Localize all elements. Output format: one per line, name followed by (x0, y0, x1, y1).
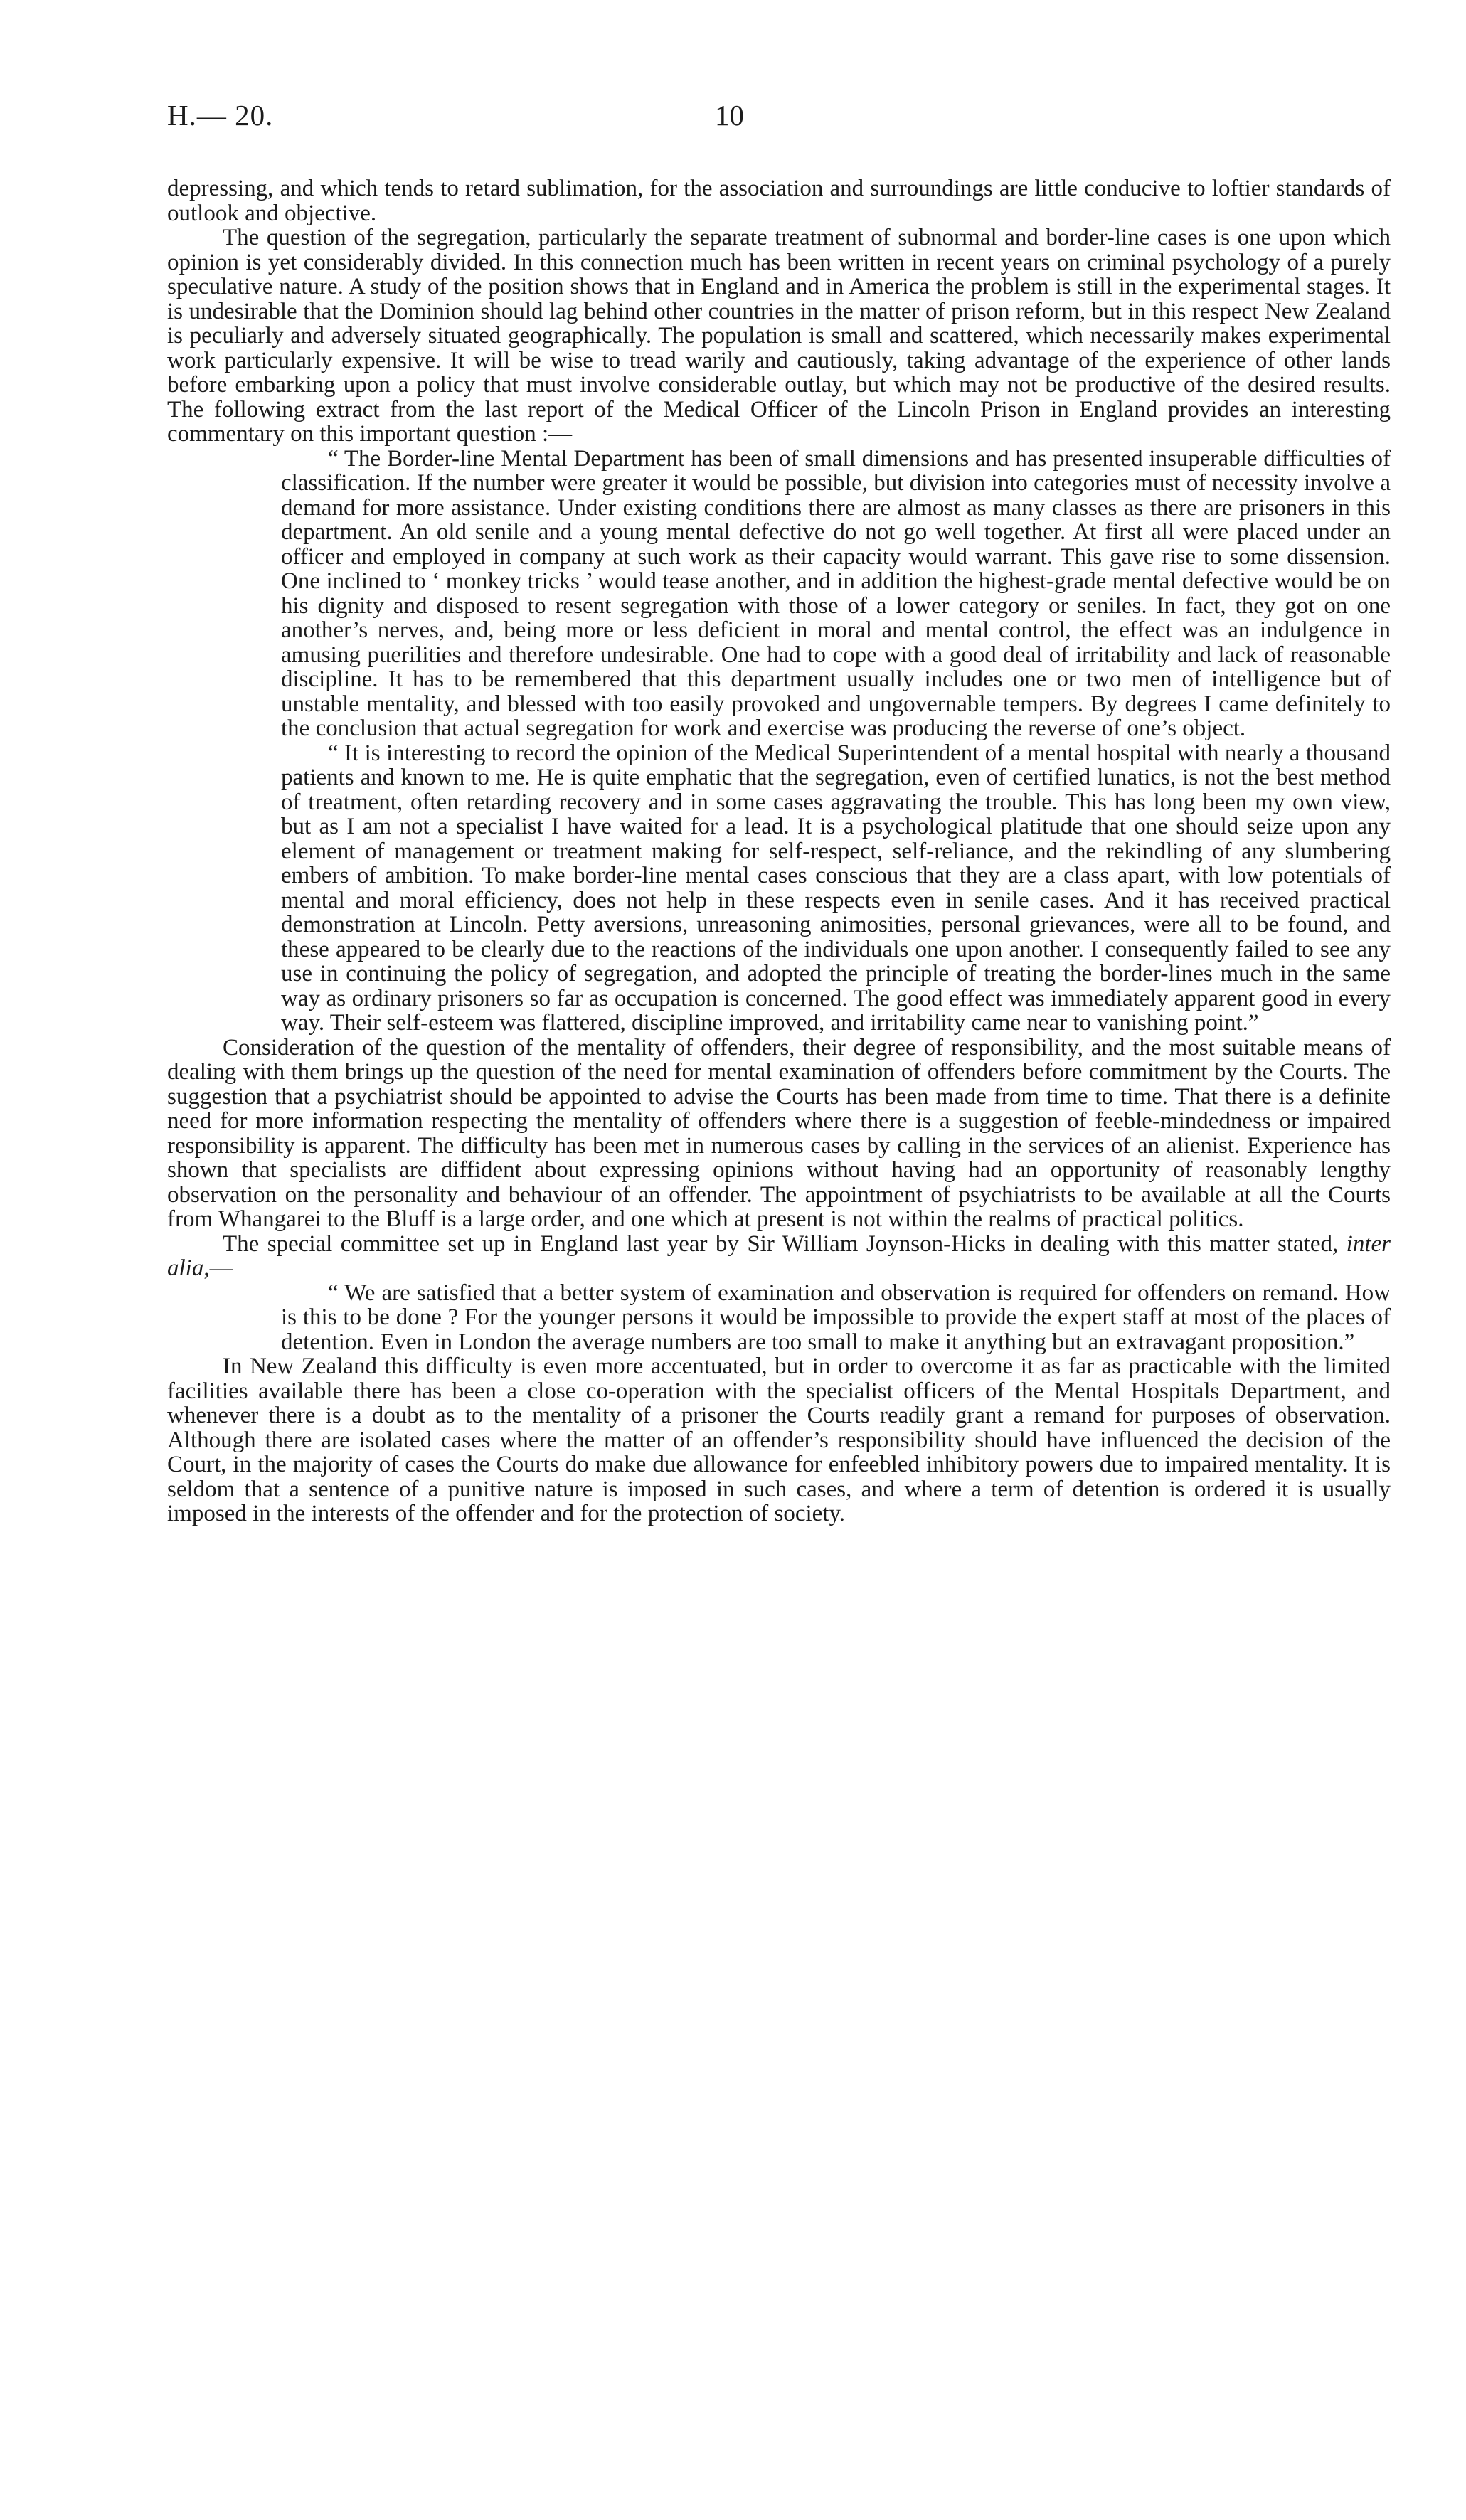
quote-lincoln-report (281, 447, 1391, 1036)
paragraph-mental-examination: Consideration of the question of the mentality of offenders, their degree of responsibility, and the most suitable means of dealing with them brings up the question of the need for mental examination of offenders before commitment by the Courts. The suggestion that a psychiatrist should be appointed to advise the Courts has been made from time to time. That there is a definite need for more information respecting the mentality of offenders where there is a suggestion of feeble-mindedness or impaired responsibility is apparent. The difficulty has been met in numerous cases by calling in the services of an alienist. Experience has shown that specialists are diffident about expressing opinions without having had an opportunity of reasonably lengthy observation on the personality and behaviour of an offender. The appointment of psychiatrists to be available at all the Courts from Whangarei to the Bluff is a large order, and one which at present is not within the realms of practical politics. (167, 1034, 1391, 1232)
document-reference: H.— 20. (167, 99, 274, 132)
paragraph-segregation: The question of the segregation, particularly the separate treatment of subnormal and border-line cases is one upon which opinion is yet considerably divided. In this connection much has been written in recent years on criminal psychology of a purely speculative nature. A study of the position shows that in England and in America the problem is still in the experimental stages. It is undesirable that the Dominion should lag behind other countries in the matter of prison reform, but in this respect New Zealand is peculiarly and adversely situated geographically. The population is small and scattered, which necessarily makes experimental work particularly expensive. It will be wise to tread warily and cautiously, taking advantage of the experience of other lands before embarking upon a policy that must involve considerable outlay, but which may not be productive of the desired results. The following extract from the last report of the Medical Officer of the Lincoln Prison in England provides an interesting commentary on this important question :— (167, 225, 1391, 447)
body-text (167, 176, 1391, 1526)
quote-remand-examination: “ We are satisfied that a better system of examination and observation is required for offenders on remand. How is this to be done ? For the younger persons it would be impossible to provide the expert staff at most of the places of detention. Even in London the average numbers are too small to make it anything but an extravagant proposition.” (281, 1280, 1391, 1355)
quote-medical-superintendent: “ It is interesting to record the opinion of the Medical Superintendent of a mental hospital with nearly a thousand patients and known to me. He is quite emphatic that the segregation, even of certified lunatics, is not the best method of treatment, often retarding recovery and in some cases aggravating the trouble. This has long been my own view, but as I am not a specialist I have waited for a lead. It is a psychological platitude that one should seize upon any element of management or treatment making for self-respect, self-reliance, and the rekindling of any slumbering embers of ambition. To make border-line mental cases conscious that they are a class apart, with low potentials of mental and moral efficiency, does not help in these respects even in senile cases. And it has received practical demonstration at Lincoln. Petty aversions, unreasoning animosities, personal grievances, were all to be found, and these appeared to be clearly due to the reactions of the individuals one upon another. I consequently failed to see any use in continuing the policy of segregation, and adopted the principle of treating the border-lines much in the same way as ordinary prisoners so far as occupation is concerned. The good effect was immediately apparent good in every way. Their self-esteem was flattered, discipline improved, and irritability came near to vanishing point.” (281, 740, 1391, 1036)
committee-text: The special committee set up in England last year by Sir William Joynson-Hicks in dealing with this matter stated, (223, 1230, 1339, 1257)
paragraph-new-zealand: In New Zealand this difficulty is even more accentuated, but in order to overcome it as far as practicable with the limited facilities available there has been a close co-operation with the specialist officers of the Mental Hospitals Department, and whenever there is a doubt as to the mentality of a prisoner the Courts readily grant a remand for purposes of observation. Although there are isolated cases where the matter of an offender’s responsibility should have influenced the decision of the Court, in the majority of cases the Courts do make due allowance for enfeebled inhibitory powers due to impaired mentality. It is seldom that a sentence of a punitive nature is imposed in such cases, and where a term of detention is ordered it is usually imposed in the interests of the offender and for the protection of society. (167, 1354, 1391, 1526)
paragraph-special-committee (167, 1232, 1391, 1281)
paragraph-continuation: depressing, and which tends to retard sublimation, for the association and surroundings are little conducive to loftier standards of outlook and objective. (167, 176, 1391, 226)
inter-alia: inter alia (167, 1230, 1391, 1281)
quote-committee (281, 1281, 1391, 1355)
quote-border-line-department: “ The Border-line Mental Department has been of small dimensions and has presented insuperable difficulties of classification. If the number were greater it would be possible, but division into categories must of necessity involve a demand for more assistance. Under existing conditions there are almost as many classes as there are prisoners in this department. An old senile and a young mental defective do not go well together. At first all were placed under an officer and employed in company at such work as their capacity would warrant. This gave rise to some dissension. One inclined to ‘ monkey tricks ’ would tease another, and in addition the highest-grade mental defective would be on his dignity and disposed to resent segregation with those of a lower category or seniles. In fact, they got on one another’s nerves, and, being more or less deficient in moral and mental control, the effect was an indulgence in amusing puerilities and therefore undesirable. One had to cope with a good deal of irritability and lack of reasonable discipline. It has to be remembered that this department usually includes one or two men of intelligence but of unstable mentality, and blessed with too easily provoked and ungovernable tempers. By degrees I came definitely to the conclusion that actual segregation for work and exercise was producing the reverse of one’s object. (281, 445, 1391, 741)
page-number: 10 (715, 99, 744, 132)
committee-dash: ,— (203, 1255, 233, 1281)
